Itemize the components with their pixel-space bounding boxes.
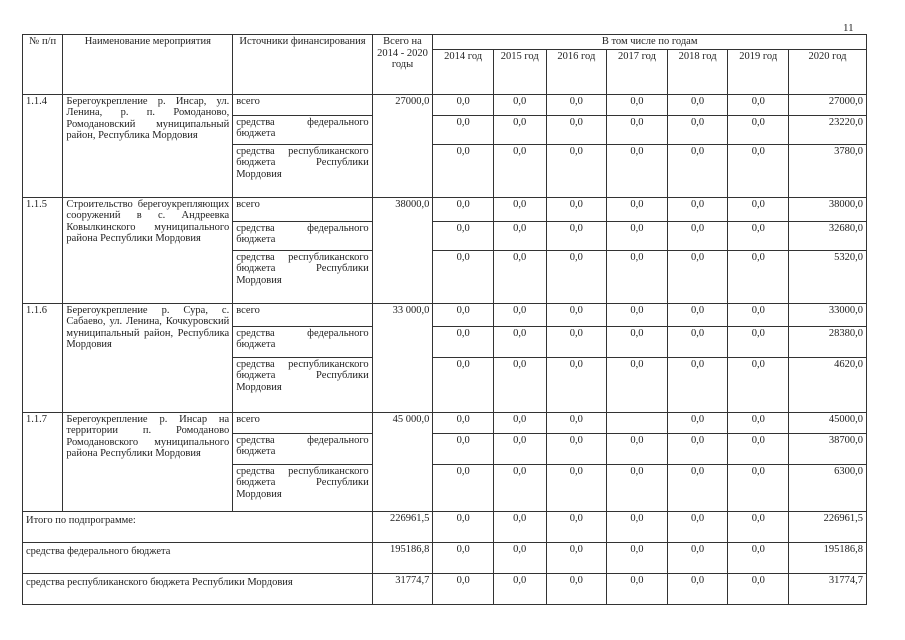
year-value: 0,0 <box>546 250 607 303</box>
year-value: 0,0 <box>667 144 728 197</box>
year-value: 0,0 <box>493 433 546 464</box>
measure-name: Строительство берегоукрепляющих сооружений в с. Андреевка Ковылкинского муниципального района Республики Мордовия <box>63 197 233 303</box>
year-value: 0,0 <box>728 412 789 433</box>
year-value: 0,0 <box>728 197 789 221</box>
funding-source: средства федерального бюджета <box>233 433 372 464</box>
year-value: 0,0 <box>433 357 494 412</box>
year-value: 0,0 <box>728 221 789 250</box>
year-value: 0,0 <box>433 144 494 197</box>
totals-year-value: 0,0 <box>493 542 546 573</box>
header-by-years: В том числе по годам <box>433 35 867 50</box>
year-header: 2020 год <box>789 49 867 94</box>
year-value: 0,0 <box>493 250 546 303</box>
totals-year-value: 0,0 <box>667 542 728 573</box>
total-value: 33 000,0 <box>372 303 433 412</box>
year-value: 0,0 <box>493 412 546 433</box>
year-value: 0,0 <box>607 357 668 412</box>
year-value: 5320,0 <box>789 250 867 303</box>
year-value: 0,0 <box>493 357 546 412</box>
year-value: 0,0 <box>607 433 668 464</box>
funding-source: всего <box>233 412 372 433</box>
year-value: 32680,0 <box>789 221 867 250</box>
totals-label: средства федерального бюджета <box>23 542 373 573</box>
year-header: 2019 год <box>728 49 789 94</box>
year-value: 0,0 <box>546 326 607 357</box>
year-value: 0,0 <box>607 115 668 144</box>
year-value: 0,0 <box>433 94 494 115</box>
header-name: Наименование мероприятия <box>63 35 233 95</box>
measure-name: Берегоукрепление р. Инсар на территории п. Ромоданово Ромодановского муниципального района Республики Мордовия <box>63 412 233 511</box>
funding-source: всего <box>233 94 372 115</box>
year-value: 0,0 <box>728 464 789 511</box>
year-header: 2018 год <box>667 49 728 94</box>
row-number: 1.1.7 <box>23 412 63 511</box>
year-value: 0,0 <box>728 357 789 412</box>
totals-year-value: 0,0 <box>433 511 494 542</box>
year-header: 2014 год <box>433 49 494 94</box>
year-value: 0,0 <box>728 433 789 464</box>
year-value: 28380,0 <box>789 326 867 357</box>
year-header: 2017 год <box>607 49 668 94</box>
table-row <box>23 412 867 433</box>
totals-total: 31774,7 <box>372 573 433 604</box>
year-value: 0,0 <box>493 326 546 357</box>
year-value: 0,0 <box>493 197 546 221</box>
year-header: 2015 год <box>493 49 546 94</box>
year-value: 3780,0 <box>789 144 867 197</box>
totals-year-value: 226961,5 <box>789 511 867 542</box>
year-value: 0,0 <box>667 250 728 303</box>
totals-year-value: 0,0 <box>433 573 494 604</box>
table-row <box>23 94 867 115</box>
year-value: 33000,0 <box>789 303 867 326</box>
year-value: 0,0 <box>607 326 668 357</box>
totals-year-value: 31774,7 <box>789 573 867 604</box>
total-value: 38000,0 <box>372 197 433 303</box>
year-value: 0,0 <box>546 303 607 326</box>
year-value: 0,0 <box>433 464 494 511</box>
year-value: 0,0 <box>493 115 546 144</box>
totals-year-value: 0,0 <box>607 573 668 604</box>
year-value: 0,0 <box>607 303 668 326</box>
year-value: 0,0 <box>667 464 728 511</box>
year-value: 0,0 <box>607 250 668 303</box>
year-value: 0,0 <box>667 412 728 433</box>
year-value: 4620,0 <box>789 357 867 412</box>
year-value: 0,0 <box>728 144 789 197</box>
row-number: 1.1.5 <box>23 197 63 303</box>
year-value: 0,0 <box>433 197 494 221</box>
year-value: 0,0 <box>667 326 728 357</box>
row-number: 1.1.4 <box>23 94 63 197</box>
year-value: 0,0 <box>433 250 494 303</box>
year-value: 0,0 <box>433 115 494 144</box>
totals-year-value: 0,0 <box>493 573 546 604</box>
year-value: 0,0 <box>546 115 607 144</box>
year-value: 0,0 <box>546 412 607 433</box>
funding-source: средства республиканского бюджета Республики Мордовия <box>233 144 372 197</box>
totals-year-value: 0,0 <box>728 573 789 604</box>
year-value: 0,0 <box>607 144 668 197</box>
funding-source: средства республиканского бюджета Республики Мордовия <box>233 250 372 303</box>
header-sources: Источники финансирования <box>233 35 372 95</box>
year-value: 0,0 <box>433 303 494 326</box>
totals-year-value: 0,0 <box>728 542 789 573</box>
funding-source: средства республиканского бюджета Республики Мордовия <box>233 357 372 412</box>
funding-source: средства федерального бюджета <box>233 326 372 357</box>
totals-year-value: 0,0 <box>546 542 607 573</box>
totals-year-value: 0,0 <box>493 511 546 542</box>
year-value: 0,0 <box>728 94 789 115</box>
total-value: 45 000,0 <box>372 412 433 511</box>
measure-name: Берегоукрепление р. Инсар, ул. Ленина, р. п. Ромоданово, Ромодановский муниципальный район, Республика Мордовия <box>63 94 233 197</box>
year-value <box>607 412 668 433</box>
year-value: 23220,0 <box>789 115 867 144</box>
year-value: 0,0 <box>433 326 494 357</box>
measure-name: Берегоукрепление р. Сура, с. Сабаево, ул. Ленина, Кочкуровский муниципальный район, Республика Мордовия <box>63 303 233 412</box>
year-value: 38000,0 <box>789 197 867 221</box>
header-num: № п/п <box>23 35 63 95</box>
year-value: 0,0 <box>607 197 668 221</box>
header-total: Всего на 2014 - 2020 годы <box>372 35 433 95</box>
total-value: 27000,0 <box>372 94 433 197</box>
year-value: 0,0 <box>667 303 728 326</box>
year-value: 0,0 <box>546 197 607 221</box>
year-value: 0,0 <box>546 144 607 197</box>
totals-row <box>23 511 867 542</box>
totals-year-value: 195186,8 <box>789 542 867 573</box>
table-body <box>23 94 867 604</box>
totals-year-value: 0,0 <box>546 511 607 542</box>
table-row <box>23 197 867 221</box>
year-value: 0,0 <box>728 303 789 326</box>
year-value: 0,0 <box>493 221 546 250</box>
year-value: 0,0 <box>433 433 494 464</box>
funding-source: средства федерального бюджета <box>233 115 372 144</box>
table-row <box>23 303 867 326</box>
year-header: 2016 год <box>546 49 607 94</box>
year-value: 0,0 <box>667 357 728 412</box>
totals-total: 226961,5 <box>372 511 433 542</box>
funding-source: средства федерального бюджета <box>233 221 372 250</box>
page-number: 11 <box>843 22 854 34</box>
totals-row <box>23 542 867 573</box>
totals-year-value: 0,0 <box>667 511 728 542</box>
year-value: 0,0 <box>546 221 607 250</box>
year-value: 0,0 <box>546 94 607 115</box>
year-value: 0,0 <box>546 433 607 464</box>
totals-total: 195186,8 <box>372 542 433 573</box>
year-value: 0,0 <box>546 464 607 511</box>
year-value: 6300,0 <box>789 464 867 511</box>
year-value: 0,0 <box>728 250 789 303</box>
row-number: 1.1.6 <box>23 303 63 412</box>
year-value: 0,0 <box>433 412 494 433</box>
year-value: 0,0 <box>667 115 728 144</box>
totals-year-value: 0,0 <box>607 511 668 542</box>
table-header <box>23 35 867 95</box>
year-value: 0,0 <box>728 326 789 357</box>
year-value: 0,0 <box>493 144 546 197</box>
funding-table <box>22 34 867 605</box>
totals-year-value: 0,0 <box>728 511 789 542</box>
year-value: 0,0 <box>667 94 728 115</box>
totals-label: средства республиканского бюджета Республики Мордовия <box>23 573 373 604</box>
year-value: 0,0 <box>728 115 789 144</box>
year-value: 27000,0 <box>789 94 867 115</box>
funding-source: всего <box>233 303 372 326</box>
totals-label: Итого по подпрограмме: <box>23 511 373 542</box>
funding-source: всего <box>233 197 372 221</box>
totals-year-value: 0,0 <box>607 542 668 573</box>
funding-source: средства республиканского бюджета Республики Мордовия <box>233 464 372 511</box>
year-value: 0,0 <box>667 197 728 221</box>
year-value: 0,0 <box>607 464 668 511</box>
year-value: 0,0 <box>433 221 494 250</box>
year-value: 0,0 <box>546 357 607 412</box>
year-value: 0,0 <box>667 433 728 464</box>
totals-year-value: 0,0 <box>667 573 728 604</box>
year-value: 0,0 <box>493 464 546 511</box>
totals-year-value: 0,0 <box>546 573 607 604</box>
totals-year-value: 0,0 <box>433 542 494 573</box>
year-value: 0,0 <box>493 94 546 115</box>
year-value: 0,0 <box>607 221 668 250</box>
year-value: 0,0 <box>607 94 668 115</box>
year-value: 0,0 <box>493 303 546 326</box>
totals-row <box>23 573 867 604</box>
year-value: 45000,0 <box>789 412 867 433</box>
year-value: 38700,0 <box>789 433 867 464</box>
year-value: 0,0 <box>667 221 728 250</box>
